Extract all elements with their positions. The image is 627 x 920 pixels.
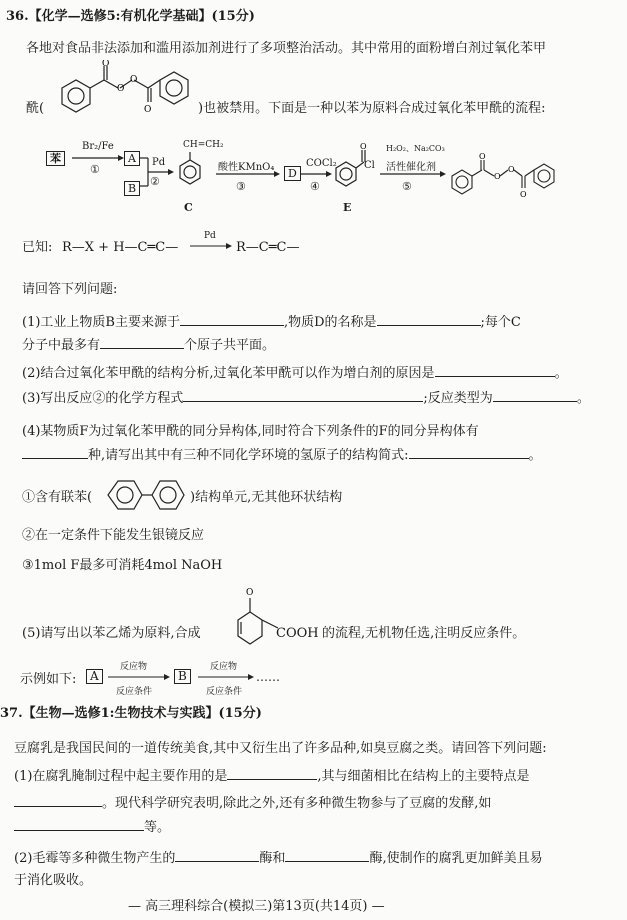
example-B-box: B (174, 669, 191, 684)
q37-p1-text-a: (1)在腐乳腌制过程中起主要作用的是 (14, 769, 228, 784)
q37-p1-line3 (14, 818, 170, 836)
svg-text:O: O (144, 105, 152, 115)
q37-p1-line2 (14, 794, 491, 812)
q36-p1-text-a: (1)工业上物质B主要来源于 (22, 315, 180, 330)
q36-intro-1: 各地对食品非法添加和滥用添加剂进行了多项整治活动。其中常用的面粉增白剂过氧化苯甲 (26, 41, 547, 56)
flow-arrow-4 (300, 170, 334, 178)
flow-step5-reagent-top: H₂O₂、Na₂CO₃ (386, 144, 445, 153)
example-reactant-1: 反应物 (120, 662, 148, 672)
flow-E-label: E (343, 201, 352, 214)
q37-p2-text-a: (2)毛霉等多种微生物产生的 (14, 851, 176, 866)
q37-p1-blank-3[interactable] (14, 818, 144, 831)
flow-arrow-3 (216, 170, 282, 178)
known-right: R—C═C— (236, 240, 300, 255)
q36-p4-line1: (4)某物质F为过氧化苯甲酰的同分异构体,同时符合下列条件的F的同分异构体有 (22, 424, 479, 439)
example-dots: …… (256, 670, 280, 684)
q36-p1-line2 (22, 336, 275, 354)
q36-title: 36.【化学—选修5:有机化学基础】(15分) (6, 9, 255, 24)
svg-text:O: O (102, 60, 110, 69)
product-structure (448, 148, 582, 200)
flow-step4-num: ④ (310, 180, 320, 193)
q36-p1-text-b: ,物质D的名称是 (283, 315, 377, 330)
q36-p1-text-d: 分子中最多有 (22, 338, 101, 353)
q36-p4-blank-2[interactable] (409, 446, 529, 459)
cond1-post: )结构单元,无其他环状结构 (190, 490, 343, 505)
known-label: 已知: (22, 240, 53, 255)
svg-text:O: O (130, 75, 138, 85)
biphenyl-structure (102, 470, 190, 520)
q37-p1-text-d: 等。 (144, 820, 171, 835)
q37-p2-line1 (14, 849, 543, 867)
q36-p1-blank-2[interactable] (377, 313, 481, 326)
q36-p2-text: (2)结合过氧化苯甲酰的结构分析,过氧化苯甲酰可以作为增白剂的原因是 (22, 366, 435, 381)
q36-p3-text-a: (3)写出反应②的化学方程式 (22, 391, 184, 406)
q36-p3-blank-1[interactable] (183, 389, 423, 402)
flow-step5-reagent: 活性催化剂 (386, 162, 436, 173)
flow-E-sub: Cl (364, 160, 375, 171)
q37-p1-line1 (14, 767, 530, 785)
flow-start-box: 苯 (46, 151, 65, 166)
flow-C-label: C (184, 201, 193, 214)
flow-A-box: A (124, 151, 140, 166)
known-catalyst: Pd (204, 231, 216, 241)
q36-p2 (22, 364, 568, 382)
benzoyl-peroxide-structure (40, 60, 200, 130)
svg-text:O: O (508, 165, 515, 174)
q37-p1-blank-2[interactable] (14, 794, 102, 807)
example-A-box: A (86, 669, 103, 684)
q36-p2-blank[interactable] (435, 364, 555, 377)
flow-D-box: D (284, 166, 301, 181)
q36-p4-blank-1[interactable] (22, 446, 88, 459)
cond1-pre: ①含有联苯( (22, 490, 93, 505)
flow-arrows-1 (70, 140, 126, 190)
q36-p1-blank-3[interactable] (100, 336, 184, 349)
flow-step2-reagent: Pd (152, 157, 166, 168)
svg-text:O: O (494, 172, 501, 181)
cond3: ③1mol F最多可消耗4mol NaOH (22, 558, 223, 573)
q36-p5-cooh: COOH (276, 626, 319, 641)
q36-p1-blank-1[interactable] (180, 313, 284, 326)
q37-p1-text-b: ,其与细菌相比在结构上的主要特点是 (317, 769, 530, 784)
q37-intro: 豆腐乳是我国民间的一道传统美食,其中又衍生出了许多品种,如臭豆腐之类。请回答下列问题: (14, 741, 547, 756)
svg-text:O: O (360, 142, 367, 151)
flow-step1-num: ① (90, 163, 100, 176)
q37-p2-text-c: 酶,使制作的腐乳更加鲜美且易 (369, 851, 543, 866)
q36-intro-2-post: )也被禁用。下面是一种以苯为原料合成过氧化苯甲酰的流程: (198, 101, 546, 116)
q36-p4-text-b: 种,请写出其中有三种不同化学环境的氢原子的结构简式: (88, 448, 409, 463)
flow-step2-num: ② (150, 175, 160, 188)
flow-B-box: B (124, 181, 140, 196)
flow-C-sub: CH=CH₂ (183, 140, 224, 150)
cond2: ②在一定条件下能发生银镜反应 (22, 528, 205, 543)
q36-p1-text-e: 个原子共平面。 (184, 338, 276, 353)
q36-p3-blank-2[interactable] (493, 389, 577, 402)
q36-p5-post: 的流程,无机物任选,注明反应条件。 (322, 626, 526, 641)
q36-p3 (22, 389, 590, 407)
example-condition-2: 反应条件 (206, 687, 243, 697)
known-arrow (190, 242, 234, 250)
q36-p4-end: 。 (528, 448, 542, 463)
q36-p4-line2 (22, 446, 542, 464)
svg-text:O: O (479, 152, 486, 161)
q37-p1-blank-1[interactable] (227, 767, 317, 780)
svg-text:O: O (520, 190, 527, 199)
q37-p2-blank-2[interactable] (285, 849, 369, 862)
example-arrow-2 (198, 673, 258, 681)
svg-text:O: O (246, 588, 254, 598)
q36-prompt: 请回答下列问题: (22, 282, 118, 297)
q37-p2-line2: 于消化吸收。 (14, 873, 93, 888)
example-reactant-2: 反应物 (210, 662, 238, 672)
flow-step3-num: ③ (236, 180, 246, 193)
page-footer: — 高三理科综合(模拟三)第13页(共14页) — (128, 899, 385, 914)
example-arrow-1 (108, 673, 172, 681)
q36-intro-2-pre: 酰( (26, 101, 45, 116)
flow-step3-reagent: 酸性KMnO₄ (218, 162, 275, 173)
known-left: R—X + H—C═C— (62, 240, 179, 255)
q37-p2-blank-1[interactable] (175, 849, 259, 862)
q36-p1 (22, 313, 521, 331)
example-label: 示例如下: (20, 672, 77, 687)
q36-p3-end: 。 (576, 391, 590, 406)
flow-arrow-5 (380, 170, 450, 178)
flow-step1-reagent: Br₂/Fe (82, 141, 114, 152)
q36-p3-text-b: ;反应类型为 (423, 391, 493, 406)
q37-p1-text-c: 。现代科学研究表明,除此之外,还有多种微生物参与了豆腐的发酵,如 (102, 796, 492, 811)
flow-step5-num: ⑤ (402, 180, 412, 193)
svg-text:O: O (117, 84, 125, 94)
q37-p2-text-b: 酶和 (259, 851, 286, 866)
q36-p2-end: 。 (554, 366, 568, 381)
q36-p1-text-c: ;每个C (480, 315, 521, 330)
flow-step4-reagent: COCl₂ (306, 158, 337, 169)
example-condition-1: 反应条件 (116, 687, 153, 697)
q37-title: 37.【生物—选修1:生物技术与实践】(15分) (0, 706, 262, 721)
q36-p5-pre: (5)请写出以苯乙烯为原料,合成 (22, 626, 201, 641)
